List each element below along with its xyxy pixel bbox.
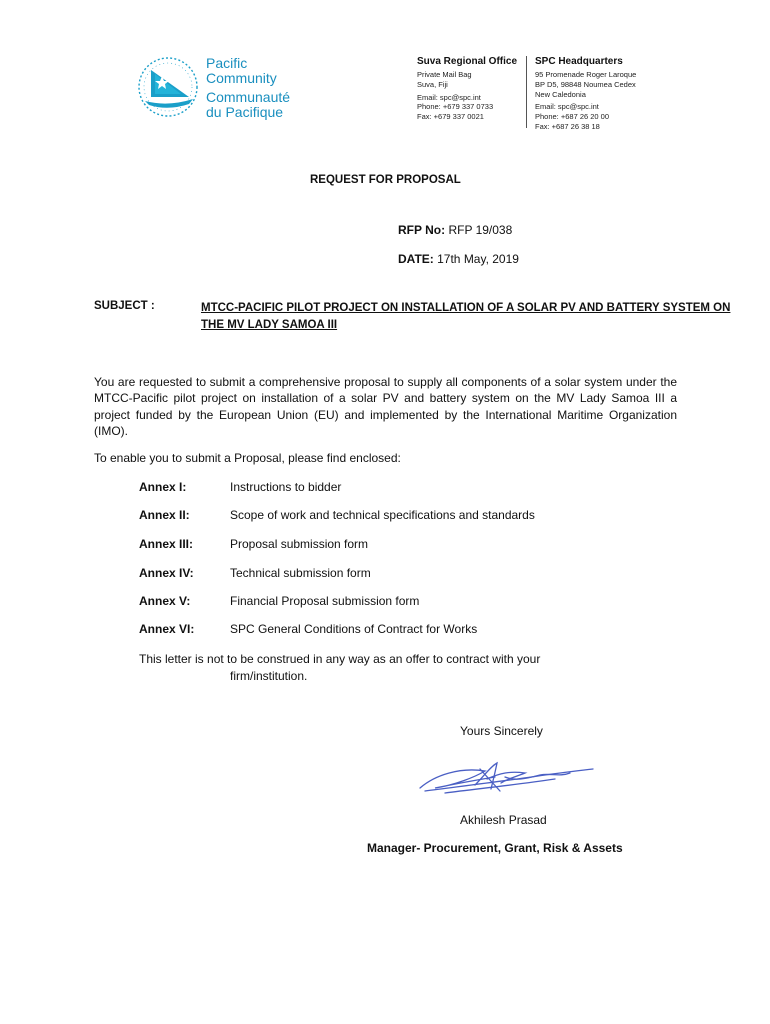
rfp-number <box>398 223 512 237</box>
intro-paragraph: You are requested to submit a comprehensive proposal to supply all components of a solar system under the MTCC-Pacific pilot project on installation of a solar PV and battery system on the MV Lady Samoa III a project funded by the European Union (EU) and implemented by the International Maritime Organization (IMO). <box>94 375 677 439</box>
annex-description: Scope of work and technical specifications and standards <box>230 508 535 522</box>
annex-label: Annex I: <box>139 480 187 494</box>
document-date <box>398 252 519 266</box>
logo-text-line2: Community <box>206 70 277 86</box>
office-divider <box>526 56 527 128</box>
hq-office-address <box>535 56 636 132</box>
annex-label: Annex III: <box>139 537 194 551</box>
date-label: DATE: <box>398 252 434 266</box>
hq-address-line: New Caledonia <box>535 89 586 99</box>
date-value: 17th May, 2019 <box>437 252 519 266</box>
hq-phone: Phone: +687 26 20 00 <box>535 112 610 122</box>
rfp-label: RFP No: <box>398 223 446 237</box>
hq-office-title: SPC Headquarters <box>535 56 623 67</box>
annex-description: Proposal submission form <box>230 537 369 551</box>
hq-address-line: BP D5, 98848 Noumea Cedex <box>535 79 636 89</box>
annex-label: Annex II: <box>139 508 190 522</box>
annex-description: Technical submission form <box>230 566 371 580</box>
annex-label: Annex IV: <box>139 566 194 580</box>
suva-address-line: Suva, Fiji <box>417 79 448 89</box>
annex-label: Annex V: <box>139 594 191 608</box>
suva-address-line: Private Mail Bag <box>417 70 472 79</box>
suva-phone: Phone: +679 337 0733 <box>417 102 494 112</box>
hq-fax: Fax: +687 26 38 18 <box>535 121 600 131</box>
signer-name: Akhilesh Prasad <box>460 813 547 827</box>
disclaimer-line: firm/institution. <box>230 668 308 683</box>
logo-wordmark <box>206 56 290 120</box>
suva-email: Email: spc@spc.int <box>417 92 481 102</box>
signer-title: Manager- Procurement, Grant, Risk & Assets <box>367 841 623 855</box>
annex-description: Financial Proposal submission form <box>230 594 420 608</box>
enclosed-intro: To enable you to submit a Proposal, please find enclosed: <box>94 451 401 465</box>
logo-text-line4: du Pacifique <box>206 104 284 120</box>
logo-text-line3: Communauté <box>206 89 291 105</box>
closing: Yours Sincerely <box>460 724 543 738</box>
annex-description: SPC General Conditions of Contract for Works <box>230 622 478 636</box>
rfp-value: RFP 19/038 <box>448 223 513 237</box>
annex-description: Instructions to bidder <box>230 480 342 494</box>
subject-label: SUBJECT : <box>94 300 155 312</box>
hq-email: Email: spc@spc.int <box>535 102 599 112</box>
suva-office-address <box>417 56 517 122</box>
logo-text-line1: Pacific <box>206 55 248 71</box>
hq-address-line: 95 Promenade Roger Laroque <box>535 70 637 79</box>
suva-office-title: Suva Regional Office <box>417 56 518 67</box>
document-title: REQUEST FOR PROPOSAL <box>310 174 461 186</box>
subject-text: MTCC-PACIFIC PILOT PROJECT ON INSTALLATION OF A SOLAR PV AND BATTERY SYSTEM ON THE MV LADY SAMOA III <box>201 302 731 331</box>
disclaimer <box>139 651 599 684</box>
annex-label: Annex VI: <box>139 622 195 636</box>
signature-icon <box>415 755 600 800</box>
disclaimer-line: This letter is not to be construed in any way as an offer to contract with your <box>139 652 541 666</box>
suva-fax: Fax: +679 337 0021 <box>417 112 484 122</box>
